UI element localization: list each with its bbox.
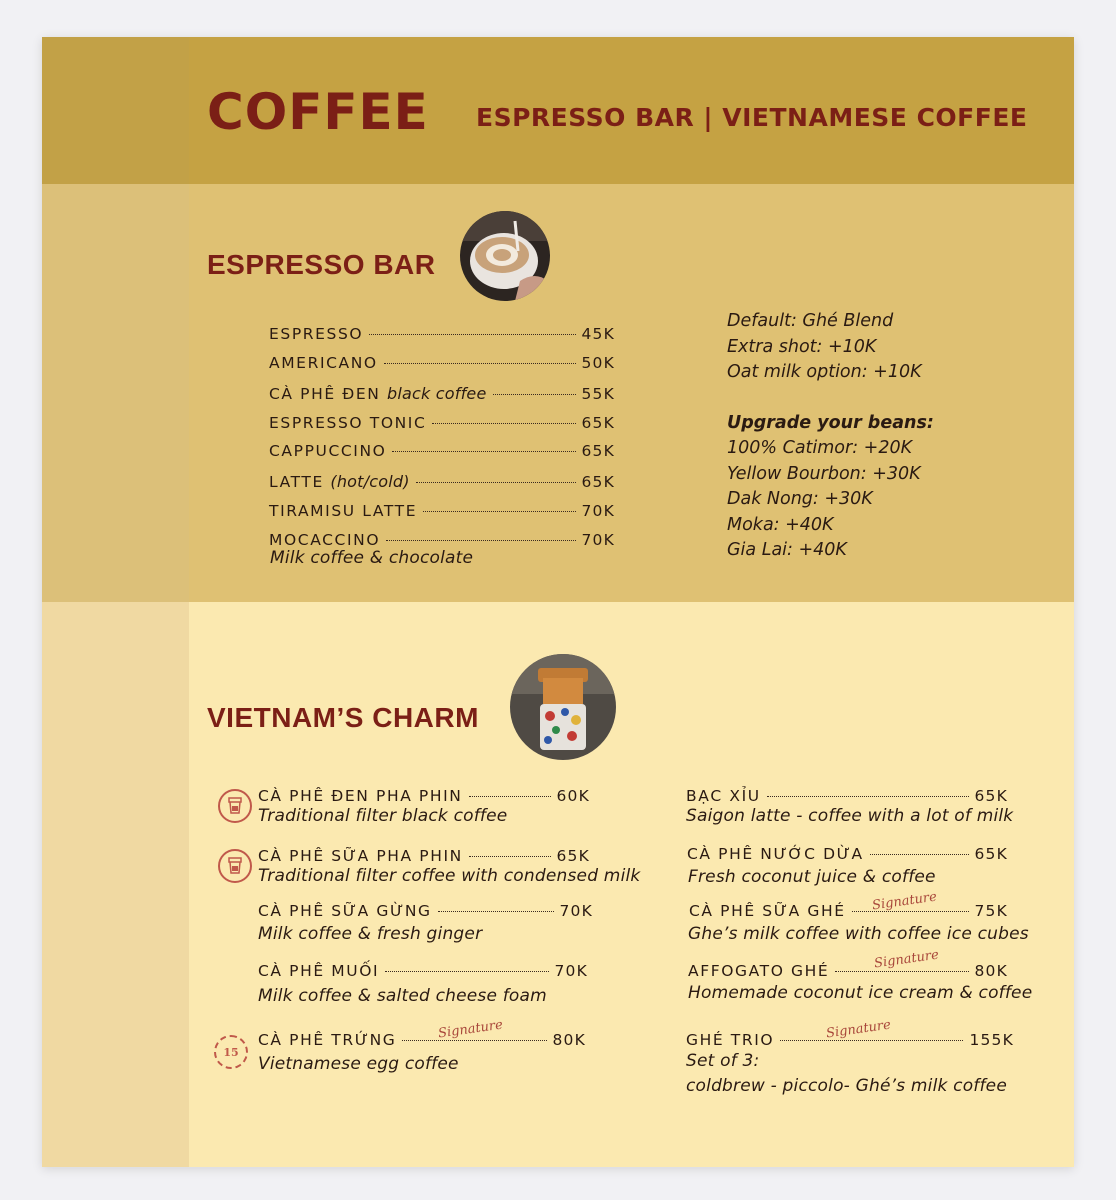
phin-coffee-photo xyxy=(510,654,616,760)
espresso-notes xyxy=(727,309,934,564)
leader-dots xyxy=(385,971,548,972)
item-name: ESPRESSO TONIC xyxy=(269,414,427,432)
item-price: 70K xyxy=(581,502,615,520)
item-description: Traditional filter coffee with condensed milk xyxy=(258,866,641,886)
menu-item-mocaccino xyxy=(269,531,615,549)
menu-item-ca-phe-den xyxy=(269,384,615,403)
item-price: 70K xyxy=(559,902,593,920)
item-description: Saigon latte - coffee with a lot of milk xyxy=(686,806,1014,826)
item-name: CÀ PHÊ SỮA GHÉ xyxy=(689,902,846,920)
item-description-secondary: coldbrew - piccolo- Ghé’s milk coffee xyxy=(686,1076,1007,1096)
menu-item-tiramisu-latte xyxy=(269,502,615,520)
charm-section-title: VIETNAM’S CHARM xyxy=(207,702,479,733)
item-price: 65K xyxy=(581,414,615,432)
item-description: Milk coffee & chocolate xyxy=(270,548,474,568)
item-description: Ghe’s milk coffee with coffee ice cubes xyxy=(688,924,1029,944)
phin-filter-icon xyxy=(218,849,252,883)
item-price: 65K xyxy=(974,845,1008,863)
item-price: 65K xyxy=(556,847,590,865)
espresso-side-strip xyxy=(42,184,189,602)
leader-dots xyxy=(438,911,554,912)
item-price: 70K xyxy=(581,531,615,549)
item-name-extra: black coffee xyxy=(387,384,487,403)
leader-dots xyxy=(493,394,576,395)
signature-label: Signature xyxy=(873,947,940,972)
menu-item-espresso xyxy=(269,325,615,343)
leader-dots xyxy=(402,1040,546,1041)
item-description: Homemade coconut ice cream & coffee xyxy=(688,983,1033,1003)
item-name: BẠC XỈU xyxy=(686,787,761,805)
item-description: Traditional filter black coffee xyxy=(258,806,508,826)
item-price: 80K xyxy=(552,1031,586,1049)
item-name: TIRAMISU LATTE xyxy=(269,502,418,520)
phin-filter-icon xyxy=(218,789,252,823)
page-title: COFFEE xyxy=(207,83,429,141)
item-name: GHÉ TRIO xyxy=(686,1031,775,1049)
leader-dots xyxy=(469,796,551,797)
menu-item-ca-phe-den-pha-phin xyxy=(258,787,590,805)
item-price: 50K xyxy=(581,354,615,372)
item-name: CÀ PHÊ SỮA PHA PHIN xyxy=(258,847,463,865)
item-name: ESPRESSO xyxy=(269,325,364,343)
item-description: Set of 3: xyxy=(686,1051,760,1071)
item-description: Fresh coconut juice & coffee xyxy=(688,867,936,887)
leader-dots xyxy=(469,856,551,857)
item-name: CÀ PHÊ TRỨNG xyxy=(258,1031,397,1049)
leader-dots xyxy=(416,482,576,483)
signature-label: Signature xyxy=(437,1017,504,1042)
bean-option: Gia Lai: +40K xyxy=(727,540,847,560)
item-price: 55K xyxy=(581,385,615,403)
leader-dots xyxy=(423,511,575,512)
item-name: AMERICANO xyxy=(269,354,378,372)
bean-option: 100% Catimor: +20K xyxy=(727,438,913,458)
item-description: Milk coffee & fresh ginger xyxy=(258,924,483,944)
signature-label: Signature xyxy=(825,1017,892,1042)
item-price: 65K xyxy=(581,442,615,460)
leader-dots xyxy=(432,423,575,424)
item-name: CÀ PHÊ SỮA GỪNG xyxy=(258,902,432,920)
note-oat-milk: Oat milk option: +10K xyxy=(727,362,922,382)
leader-dots xyxy=(767,796,969,797)
latte-photo xyxy=(460,211,550,301)
item-price: 155K xyxy=(969,1031,1014,1049)
svg-text:15: 15 xyxy=(223,1046,239,1059)
item-name-extra: (hot/cold) xyxy=(330,472,410,491)
item-price: 65K xyxy=(581,473,615,491)
menu-item-ca-phe-sua-ghe xyxy=(689,902,1008,920)
item-name: CÀ PHÊ MUỐI xyxy=(258,962,380,980)
bean-option: Yellow Bourbon: +30K xyxy=(727,463,921,484)
item-name: CÀ PHÊ ĐEN PHA PHIN xyxy=(258,787,463,805)
menu-item-espresso-tonic xyxy=(269,414,615,432)
item-price: 75K xyxy=(974,902,1008,920)
menu-item-ca-phe-muoi xyxy=(258,962,588,980)
leader-dots xyxy=(852,911,969,912)
item-price: 80K xyxy=(974,962,1008,980)
item-description: Milk coffee & salted cheese foam xyxy=(258,986,547,1006)
leader-dots xyxy=(384,363,576,364)
menu-page xyxy=(42,37,1074,1167)
header-side-strip xyxy=(42,37,189,184)
15-min-badge-icon xyxy=(214,1035,248,1069)
item-name: CÀ PHÊ ĐEN black coffee xyxy=(269,384,487,403)
note-extra-shot: Extra shot: +10K xyxy=(727,336,877,357)
note-upgrade-title: Upgrade your beans: xyxy=(727,412,934,433)
item-name: CAPPUCCINO xyxy=(269,442,387,460)
leader-dots xyxy=(835,971,968,972)
item-price: 45K xyxy=(581,325,615,343)
leader-dots xyxy=(870,854,969,855)
leader-dots xyxy=(392,451,575,452)
menu-item-ca-phe-trung xyxy=(258,1031,586,1049)
leader-dots xyxy=(780,1040,963,1041)
menu-item-ca-phe-sua-gung xyxy=(258,902,593,920)
item-name: MOCACCINO xyxy=(269,531,381,549)
item-name: AFFOGATO GHÉ xyxy=(688,962,830,980)
bean-option: Moka: +40K xyxy=(727,514,834,535)
item-price: 60K xyxy=(556,787,590,805)
header-band xyxy=(42,37,1074,184)
item-price: 65K xyxy=(974,787,1008,805)
page-subtitle: ESPRESSO BAR | VIETNAMESE COFFEE xyxy=(476,103,1028,132)
espresso-section-title: ESPRESSO BAR xyxy=(207,249,436,280)
leader-dots xyxy=(386,540,575,541)
menu-item-cappuccino xyxy=(269,442,615,460)
item-description: Vietnamese egg coffee xyxy=(258,1054,459,1074)
menu-item-latte xyxy=(269,472,615,491)
menu-item-americano xyxy=(269,354,615,372)
item-name: LATTE (hot/cold) xyxy=(269,472,410,491)
bean-option: Dak Nong: +30K xyxy=(727,489,873,509)
item-name: CÀ PHÊ NƯỚC DỪA xyxy=(687,845,864,863)
menu-item-ca-phe-sua-pha-phin xyxy=(258,847,590,865)
charm-side-strip xyxy=(42,602,189,1167)
item-price: 70K xyxy=(554,962,588,980)
menu-item-bac-xiu xyxy=(686,787,1008,805)
leader-dots xyxy=(369,334,575,335)
menu-item-affogato-ghe xyxy=(688,962,1008,980)
note-default: Default: Ghé Blend xyxy=(727,311,894,331)
signature-label: Signature xyxy=(871,889,938,914)
menu-item-ca-phe-nuoc-dua xyxy=(687,845,1008,863)
